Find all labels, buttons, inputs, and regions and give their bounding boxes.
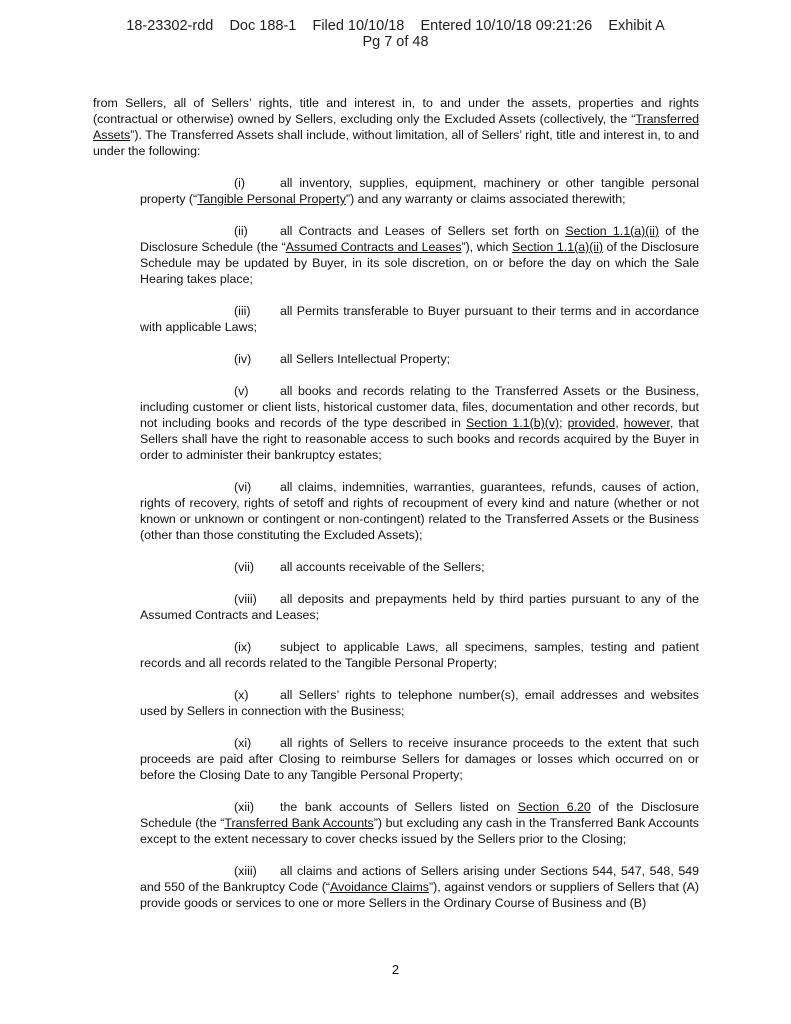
text: , that Sellers shall have the right to reasonable access to such books and records acquired by the Buyer in order to administer their bankruptcy estates; xyxy=(140,416,699,462)
text: all deposits and prepayments held by third parties pursuant to any of the Assumed Contracts and Leases; xyxy=(140,592,699,622)
list-item xyxy=(140,591,699,623)
text: all rights of Sellers to receive insurance proceeds to the extent that such proceeds are paid after Closing to reimburse Sellers for damages or losses which occurred on or before the Closing Date to any Tangible Personal Property; xyxy=(140,736,699,782)
item-number: (v) xyxy=(234,384,249,398)
proviso-term: provided xyxy=(567,416,616,430)
item-number: (xi) xyxy=(234,736,252,750)
list-item xyxy=(140,735,699,783)
intro-paragraph xyxy=(93,95,699,159)
section-reference: Section 6.20 xyxy=(517,800,591,814)
item-number: (vi) xyxy=(234,480,252,494)
item-number: (ix) xyxy=(234,640,252,654)
defined-term: Avoidance Claims xyxy=(329,880,430,894)
item-number: (vii) xyxy=(234,560,254,574)
list-item xyxy=(140,479,699,543)
text: subject to applicable Laws, all specimens, samples, testing and patient records and all records related to the Tangible Personal Property; xyxy=(140,640,699,670)
document-body xyxy=(93,95,699,927)
list-item xyxy=(140,383,699,463)
text: of the Disclosure Schedule may be updated by Buyer, in its sole discretion, on or before the day on which the Sale Hearing takes place; xyxy=(140,240,699,286)
text: ”), against vendors or suppliers of Sellers that (A) provide goods or services to one or more Sellers in the Ordinary Course of Business and (B) xyxy=(140,880,699,910)
text: the bank accounts of Sellers listed on xyxy=(280,800,518,814)
defined-term: Transferred Bank Accounts xyxy=(224,816,374,830)
text: from Sellers, all of Sellers’ rights, title and interest in, to and under the assets, properties and rights (contractual or otherwise) owned by Sellers, excluding only the Excluded Assets (collectively, the “ xyxy=(93,96,699,126)
proviso-term: however xyxy=(623,416,670,430)
defined-term: Assumed Contracts and Leases xyxy=(285,240,462,254)
section-reference: Section 1.1(a)(ii) xyxy=(565,224,659,238)
text: ”) and any warranty or claims associated therewith; xyxy=(345,192,626,206)
text: all Contracts and Leases of Sellers set forth on xyxy=(280,224,566,238)
text: of the Disclosure Schedule (the “ xyxy=(140,224,699,254)
list-item xyxy=(140,863,699,911)
text: ; xyxy=(559,416,568,430)
item-number: (x) xyxy=(234,688,249,702)
text: all Permits transferable to Buyer pursuant to their terms and in accordance with applicable Laws; xyxy=(140,304,699,334)
page-number: 2 xyxy=(391,962,400,977)
list-item xyxy=(140,799,699,847)
defined-term: Transferred Assets xyxy=(93,112,699,142)
item-number: (xii) xyxy=(234,800,254,814)
text: all Sellers’ rights to telephone number(s), email addresses and websites used by Sellers in connection with the Business; xyxy=(140,688,699,718)
text: all claims, indemnities, warranties, guarantees, refunds, causes of action, rights of recovery, rights of setoff and rights of recoupment of every kind and nature (whether or not known or unknown or contingent or non-contingent) related to the Transferred Assets or the Business (other than those constituting the Excluded Assets); xyxy=(140,480,699,542)
filing-header xyxy=(0,18,791,50)
item-number: (i) xyxy=(234,176,246,190)
list-item xyxy=(140,351,699,367)
text: all books and records relating to the Transferred Assets or the Business, including customer or client lists, historical customer data, files, documentation and other records, but not including books and records of the type described in xyxy=(140,384,699,430)
item-number: (iii) xyxy=(234,304,251,318)
item-number: (viii) xyxy=(234,592,257,606)
text: all inventory, supplies, equipment, machinery or other tangible personal property (“ xyxy=(140,176,699,206)
text: , xyxy=(615,416,624,430)
text: ”), which xyxy=(461,240,512,254)
item-number: (xiii) xyxy=(234,864,257,878)
text: ”) but excluding any cash in the Transferred Bank Accounts except to the extent necessary to cover checks issued by the Sellers prior to the Closing; xyxy=(140,816,700,846)
text: ”). The Transferred Assets shall include, without limitation, all of Sellers’ right, title and interest in, to and under the following: xyxy=(93,128,699,158)
defined-term: Tangible Personal Property xyxy=(197,192,346,206)
text: of the Disclosure Schedule (the “ xyxy=(140,800,699,830)
section-reference: Section 1.1(a)(ii) xyxy=(511,240,603,254)
list-item xyxy=(140,639,699,671)
list-item xyxy=(140,175,699,207)
filing-header-page: Pg 7 of 48 xyxy=(362,34,429,50)
section-reference: Section 1.1(b)(v) xyxy=(465,416,560,430)
list-item xyxy=(140,303,699,335)
item-number: (ii) xyxy=(234,224,248,238)
list-item xyxy=(140,559,699,575)
text: all accounts receivable of the Sellers; xyxy=(280,560,485,574)
item-number: (iv) xyxy=(234,352,252,366)
list-item xyxy=(140,223,699,287)
text: all claims and actions of Sellers arising under Sections 544, 547, 548, 549 and 550 of the Bankruptcy Code (“ xyxy=(140,864,699,894)
list-item xyxy=(140,687,699,719)
filing-header-line1: 18-23302-rdd Doc 188-1 Filed 10/10/18 Entered 10/10/18 09:21:26 Exhibit A xyxy=(126,18,665,34)
text: all Sellers Intellectual Property; xyxy=(280,352,451,366)
